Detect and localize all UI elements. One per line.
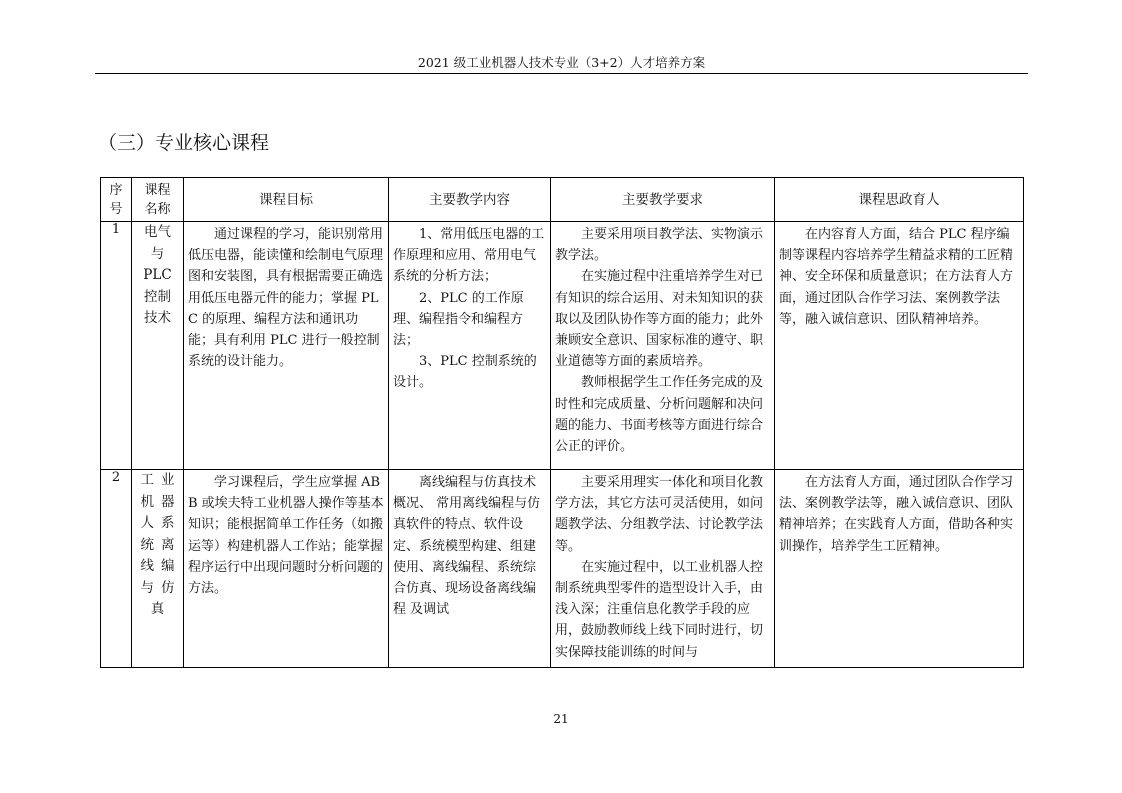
running-header: 2021 级工业机器人技术专业（3+2）人才培养方案 [417, 55, 706, 70]
row-requirement [551, 470, 775, 668]
row-requirement [551, 222, 775, 470]
requirement-paragraph: 教师根据学生工作任务完成的及时性和完成质量、分析问题解和决问题的能力、书面考核等方面进行综合公正的评价。 [555, 375, 764, 455]
row-content [389, 222, 551, 470]
header-name-line2: 名称 [144, 201, 171, 217]
course-name-line: 真 [150, 601, 172, 617]
course-name-text [132, 222, 183, 330]
row-ideology [775, 470, 1024, 668]
requirement-paragraph: 在实施过程中，以工业机器人控制系统典型零件的造型设计入手，由浅入深；注重信息化教学手段的应用，鼓励教师线上线下同时进行，切实保障技能训练的时间与 [555, 559, 764, 660]
course-name-line: 工业 [140, 472, 182, 488]
section-title: （三）专业核心课程 [98, 132, 270, 154]
requirement-paragraph: 主要采用项目教学法、实物演示教学法。 [555, 227, 764, 264]
ideology-paragraph: 在内容育人方面，结合 PLC 程序编制等课程内容培养学生精益求精的工匠精神、安全环保和质量意识；在方法育人方面，通过团队合作学习法、案例教学法等，融入诚信意识、团队精神培养。 [779, 227, 1014, 327]
goal-paragraph: 学习课程后，学生应掌握 ABB 或埃夫特工业机器人操作等基本知识；能根据简单工作任务（如搬运等）构建机器人工作站；能掌握程序运行中出现问题时分析问题的方法。 [188, 475, 384, 597]
header-course-name [132, 178, 184, 222]
row-seq: 2 [101, 470, 132, 668]
table-row [101, 470, 1024, 668]
header-seq-line1: 序 [109, 182, 123, 198]
header-seq-line2: 号 [109, 201, 123, 217]
course-name-line: 与仿 [140, 579, 182, 596]
course-name-line: 与 [150, 245, 165, 262]
header-content: 主要教学内容 [389, 178, 551, 222]
header-goal: 课程目标 [184, 178, 389, 222]
table-row [101, 222, 1024, 470]
content-paragraph: 1、常用低压电器的工作原理和应用、常用电气系统的分析方法； [393, 227, 545, 285]
core-course-table [100, 177, 1024, 668]
row-course-name [132, 470, 184, 668]
header-rule [95, 73, 1028, 74]
course-name-text [132, 470, 183, 621]
header-requirement: 主要教学要求 [551, 178, 775, 222]
course-name-line: 技术 [144, 310, 171, 326]
content-paragraph: 2、PLC 的工作原理、编程指令和编程方法； [393, 290, 524, 349]
content-paragraph: 离线编程与仿真技术概况、 常用离线编程与仿真软件的特点、软件设定、系统模型构建、组建使用、离线编程、系统综合仿真、现场设备离线编程 及调试 [393, 475, 541, 618]
course-name-line: 电气 [144, 224, 171, 240]
ideology-paragraph: 在方法育人方面，通过团队合作学习法、案例教学法等，融入诚信意识、团队精神培养；在实践育人方面，借助各种实训操作，培养学生工匠精神。 [779, 475, 1014, 554]
page-number: 21 [553, 712, 569, 726]
course-name-line: 机器 [140, 493, 182, 510]
course-name-line: 统离 [140, 536, 182, 553]
row-ideology [775, 222, 1024, 470]
row-course-name [132, 222, 184, 470]
header-name-line1: 课程 [144, 182, 171, 198]
content-paragraph: 3、PLC 控制系统的设计。 [393, 354, 537, 391]
course-name-line: 人系 [140, 515, 182, 531]
row-goal [184, 222, 389, 470]
row-seq: 1 [101, 222, 132, 470]
goal-paragraph: 通过课程的学习，能识别常用低压电器，能读懂和绘制电气原理图和安装图，具有根据需要正确选用低压电器元件的能力；掌握 PLC 的原理、编程方法和通讯功能；具有利用 PLC 进行一般控制系统的设计能力。 [188, 227, 384, 370]
course-name-line: 线编 [140, 558, 182, 574]
row-content [389, 470, 551, 668]
header-seq [101, 178, 132, 222]
requirement-paragraph: 主要采用理实一体化和项目化教学方法，其它方法可灵活使用，如问题教学法、分组教学法、讨论教学法等。 [555, 475, 764, 554]
header-ideology: 课程思政育人 [775, 178, 1024, 222]
table-header-row [101, 178, 1024, 222]
row-goal [184, 470, 389, 668]
requirement-paragraph: 在实施过程中注重培养学生对已有知识的综合运用、对未知知识的获取以及团队协作等方面的能力；此外兼顾安全意识、国家标准的遵守、职业道德等方面的素质培养。 [555, 269, 764, 370]
course-name-line: PLC [143, 267, 172, 283]
course-name-line: 控制 [144, 288, 171, 305]
